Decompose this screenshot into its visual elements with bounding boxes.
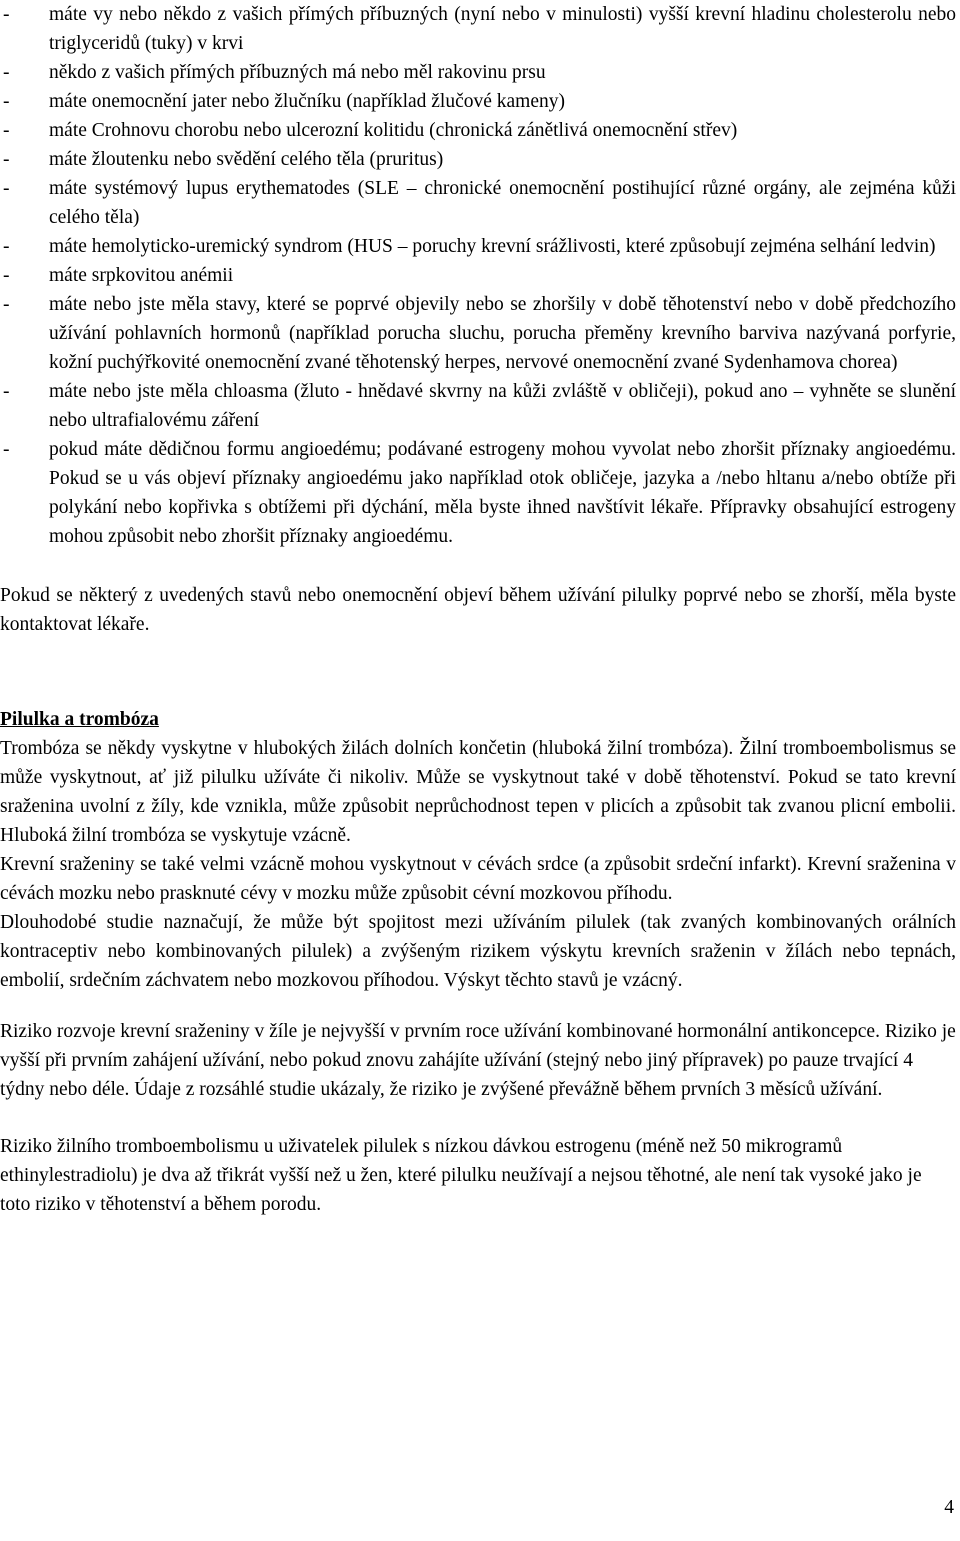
- risk-paragraph-1: Riziko rozvoje krevní sraženiny v žíle je nejvyšší v prvním roce užívání kombinované hormonální antikoncepce. Riziko je vyšší při prvním zahájení užívání, nebo pokud znovu zahájíte užívání (stejný nebo jiný přípravek) po pauze trvající 4 týdny nebo déle. Údaje z rozsáhlé studie ukázaly, že riziko je zvýšené převážně během prvních 3 měsíců užívání.: [0, 1021, 956, 1100]
- list-dash: -: [3, 439, 10, 460]
- thrombosis-paragraph-2: Krevní sraženiny se také velmi vzácně mohou vyskytnout v cévách srdce (a způsobit srdeční infarkt). Krevní sraženina v cévách mozku nebo prasknuté cévy v mozku může způsobit cévní mozkovou příhodu.: [0, 854, 956, 904]
- list-dash: -: [3, 265, 10, 286]
- list-item: [0, 261, 956, 290]
- list-item-text: máte onemocnění jater nebo žlučníku (například žlučové kameny): [49, 91, 565, 112]
- list-dash: -: [3, 91, 10, 112]
- spacer: [0, 639, 956, 705]
- risk-paragraph-2: Riziko žilního tromboembolismu u uživatelek pilulek s nízkou dávkou estrogenu (méně než 50 mikrogramů ethinylestradiolu) je dva až třikrát vyšší než u žen, které pilulku neužívají a nejsou těhotné, ale není tak vysoké jako je toto riziko v těhotenství a během porodu.: [0, 1136, 922, 1215]
- list-dash: -: [3, 381, 10, 402]
- list-item: [0, 232, 956, 261]
- list-item-text: máte nebo jste měla chloasma (žluto - hnědavé skvrny na kůži zvláště v obličeji), pokud ano – vyhněte se slunění nebo ultrafialovému záření: [49, 381, 956, 431]
- list-item-text: máte Crohnovu chorobu nebo ulcerozní kolitidu (chronická zánětlivá onemocnění střev): [49, 120, 738, 141]
- list-item: [0, 174, 956, 232]
- list-dash: -: [3, 236, 10, 257]
- spacer: [0, 551, 956, 581]
- list-dash: -: [3, 178, 10, 199]
- list-item: [0, 58, 956, 87]
- list-dash: -: [3, 294, 10, 315]
- list-item-text: máte systémový lupus erythematodes (SLE – chronické onemocnění postihující různé orgány, ale zejména kůži celého těla): [49, 178, 956, 228]
- list-item: [0, 87, 956, 116]
- page-number: 4: [944, 1497, 954, 1518]
- list-item: [0, 145, 956, 174]
- list-item-text: máte žloutenku nebo svědění celého těla (pruritus): [49, 149, 444, 170]
- list-dash: -: [3, 120, 10, 141]
- section-heading: Pilulka a trombóza: [0, 709, 159, 730]
- list-dash: -: [3, 62, 10, 83]
- contraindication-list: [0, 0, 956, 551]
- list-item: [0, 435, 956, 551]
- list-item-text: pokud máte dědičnou formu angioedému; podávané estrogeny mohou vyvolat nebo zhoršit příznaky angioedému. Pokud se u vás objeví příznaky angioedému jako například otok obličeje, jazyka a /nebo hltanu a/nebo obtíže při polykání nebo kopřivka s obtížemi při dýchání, měla byste ihned navštívit lékaře. Přípravky obsahující estrogeny mohou způsobit nebo zhoršit příznaky angioedému.: [49, 439, 956, 547]
- list-item-text: máte hemolyticko-uremický syndrom (HUS – poruchy krevní srážlivosti, které způsobují zejména selhání ledvin): [49, 236, 936, 257]
- list-item-text: máte nebo jste měla stavy, které se poprvé objevily nebo se zhoršily v době těhotenství nebo v době předchozího užívání pohlavních hormonů (například porucha sluchu, porucha přeměny krevního barviva nazývaná porfyrie, kožní puchýřkovité onemocnění zvané těhotenský herpes, nervové onemocnění zvané Sydenhamova chorea): [49, 294, 956, 373]
- list-dash: -: [3, 149, 10, 170]
- list-item: [0, 0, 956, 58]
- thrombosis-paragraph-1: Trombóza se někdy vyskytne v hlubokých žilách dolních končetin (hluboká žilní trombóza). Žilní tromboembolismus se může vyskytnout, ať již pilulku užíváte či nikoliv. Může se vyskytnout také v době těhotenství. Pokud se tato krevní sraženina uvolní z žíly, kde vznikla, může způsobit neprůchodnost tepen v plicích a způsobit tak zvanou plicní embolii. Hluboká žilní trombóza se vyskytuje vzácně.: [0, 738, 956, 846]
- list-item: [0, 377, 956, 435]
- warning-paragraph: Pokud se některý z uvedených stavů nebo onemocnění objeví během užívání pilulky poprvé nebo se zhorší, měla byste kontaktovat lékaře.: [0, 585, 956, 635]
- list-item-text: někdo z vašich přímých příbuzných má nebo měl rakovinu prsu: [49, 62, 546, 83]
- list-item: [0, 116, 956, 145]
- list-dash: -: [3, 4, 10, 25]
- thrombosis-paragraph-3: Dlouhodobé studie naznačují, že může být spojitost mezi užíváním pilulek (tak zvaných kombinovaných orálních kontraceptiv nebo kombinovaných pilulek) a zvýšeným rizikem výskytu krevních sraženin v žílách nebo tepnách, embolií, srdečním záchvatem nebo mozkovou příhodou. Výskyt těchto stavů je vzácný.: [0, 912, 956, 991]
- list-item: [0, 290, 956, 377]
- spacer: [0, 1104, 956, 1132]
- list-item-text: máte vy nebo někdo z vašich přímých příbuzných (nyní nebo v minulosti) vyšší krevní hladinu cholesterolu nebo triglyceridů (tuky) v krvi: [49, 4, 956, 54]
- spacer: [0, 995, 956, 1017]
- list-item-text: máte srpkovitou anémii: [49, 265, 234, 286]
